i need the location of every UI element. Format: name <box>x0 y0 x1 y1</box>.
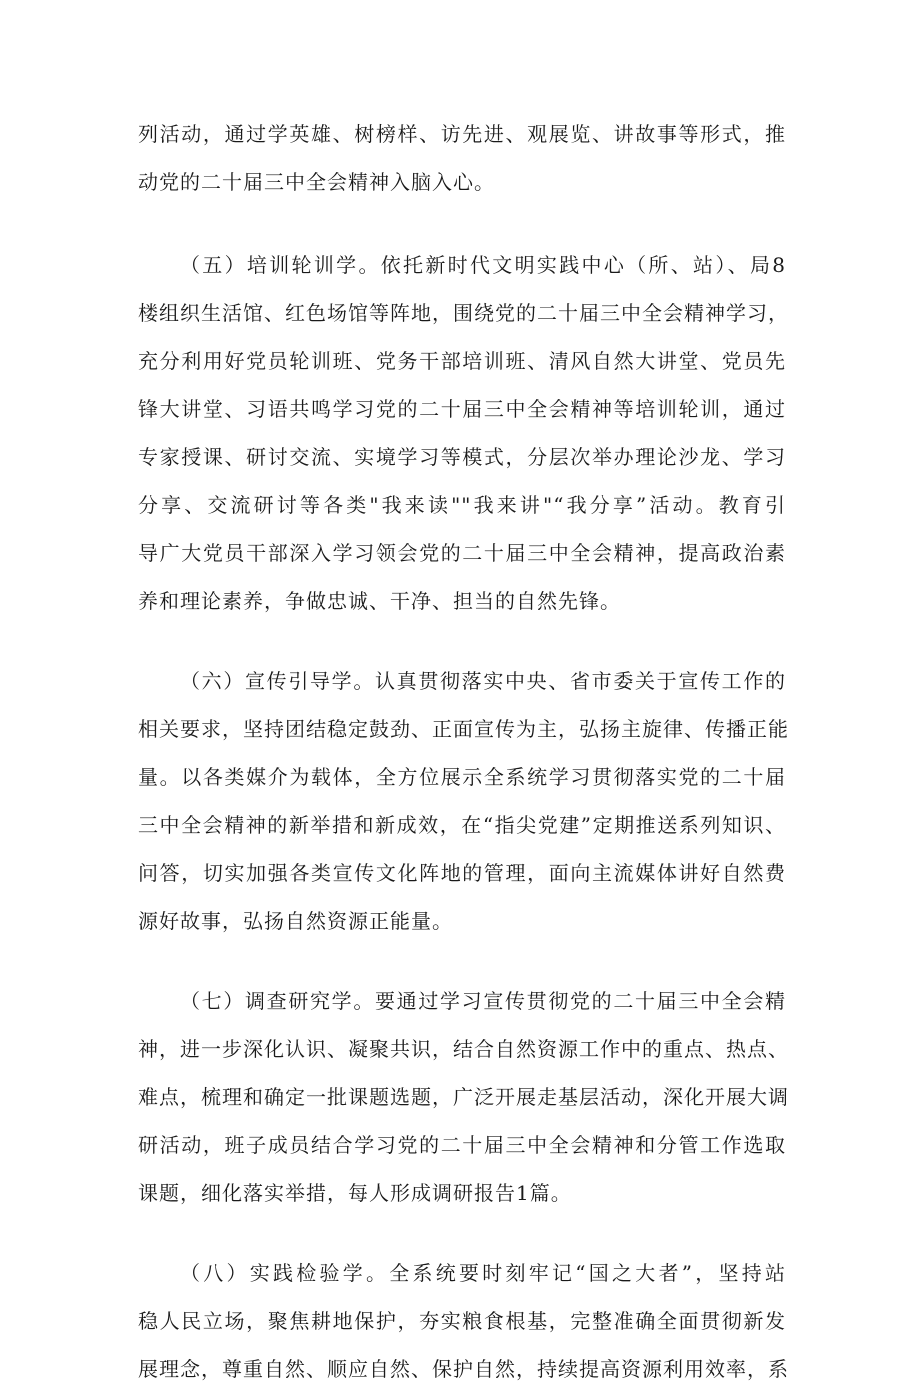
text-line: 充分利用好党员轮训班、党务干部培训班、清风自然大讲堂、党员先 <box>138 349 786 373</box>
text-line: 稳人民立场，聚焦耕地保护，夯实粮食根基，完整准确全面贯彻新发 <box>138 1309 786 1333</box>
text-line: 问答，切实加强各类宣传文化阵地的管理，面向主流媒体讲好自然费 <box>138 861 786 885</box>
text-line: 课题，细化落实举措，每人形成调研报告1篇。 <box>138 1181 572 1205</box>
text-line: 锋大讲堂、习语共鸣学习党的二十届三中全会精神等培训轮训，通过 <box>138 397 786 421</box>
document-body <box>138 110 789 1393</box>
text-line: 楼组织生活馆、红色场馆等阵地，围绕党的二十届三中全会精神学习， <box>138 301 789 325</box>
text-line: 三中全会精神的新举措和新成效，在“指尖党建”定期推送系列知识、 <box>138 813 786 837</box>
text-line: 列活动，通过学英雄、树榜样、访先进、观展览、讲故事等形式，推 <box>138 122 786 146</box>
text-line: 专家授课、研讨交流、实境学习等模式，分层次举办理论沙龙、学习 <box>138 445 786 469</box>
text-line: 神，进一步深化认识、凝聚共识，结合自然资源工作中的重点、热点、 <box>138 1037 789 1061</box>
text-line: 导广大党员干部深入学习领会党的二十届三中全会精神，提高政治素 <box>138 541 786 565</box>
text-line: 分享、交流研讨等各类"我来读""我来讲"“我分享”活动。教育引 <box>138 493 786 517</box>
text-line: 养和理论素养，争做忠诚、干净、担当的自然先锋。 <box>138 589 621 613</box>
paragraph-section-8 <box>138 1249 789 1393</box>
paragraph-continuation <box>138 110 786 206</box>
paragraph-section-5 <box>138 241 789 625</box>
text-line: 相关要求，坚持团结稳定鼓劲、正面宣传为主，弘扬主旋律、传播正能 <box>138 717 789 741</box>
text-line: 难点，梳理和确定一批课题选题，广泛开展走基层活动，深化开展大调 <box>138 1085 789 1109</box>
text-line: 源好故事，弘扬自然资源正能量。 <box>138 909 453 933</box>
text-line: （七）调查研究学。要通过学习宣传贯彻党的二十届三中全会精 <box>180 989 786 1013</box>
paragraph-section-6 <box>138 657 789 945</box>
text-line: 动党的二十届三中全会精神入脑入心。 <box>138 170 495 194</box>
text-line: 研活动，班子成员结合学习党的二十届三中全会精神和分管工作选取 <box>138 1133 786 1157</box>
text-line: （五）培训轮训学。依托新时代文明实践中心（所、站）、局8 <box>180 253 786 277</box>
text-line: （六）宣传引导学。认真贯彻落实中央、省市委关于宣传工作的 <box>180 669 786 693</box>
text-line: 量。以各类媒介为载体，全方位展示全系统学习贯彻落实党的二十届 <box>138 765 786 789</box>
text-line: （八）实践检验学。全系统要时刻牢记“国之大者”，坚持站 <box>180 1261 786 1285</box>
text-line: 展理念，尊重自然、顺应自然、保护自然，持续提高资源利用效率，系 <box>138 1357 789 1381</box>
paragraph-section-7 <box>138 977 789 1217</box>
